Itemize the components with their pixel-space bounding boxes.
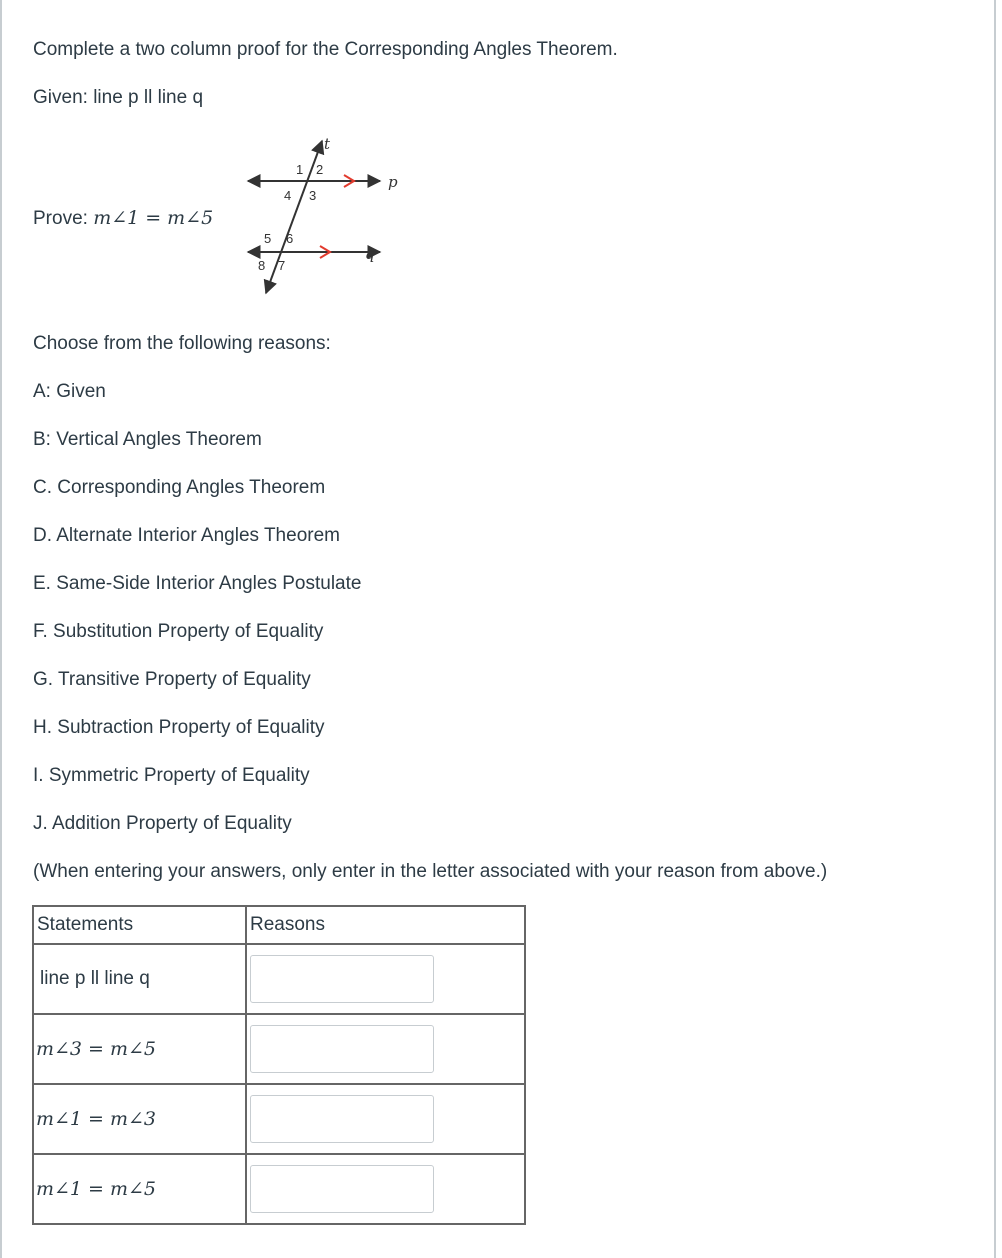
reason-answer-input[interactable] xyxy=(250,1165,434,1213)
statement-cell xyxy=(33,1014,246,1084)
reason-item: C. Corresponding Angles Theorem xyxy=(33,477,326,498)
statement-math: m∠1 = m∠5 xyxy=(36,1177,156,1200)
statement-cell xyxy=(33,1084,246,1154)
reasons-intro: Choose from the following reasons: xyxy=(33,333,331,354)
reason-item: I. Symmetric Property of Equality xyxy=(33,765,310,786)
reason-item: E. Same-Side Interior Angles Postulate xyxy=(33,573,362,594)
proof-row xyxy=(33,1014,525,1084)
proof-row xyxy=(33,944,525,1014)
proof-table xyxy=(32,905,526,1225)
reason-cell xyxy=(246,1084,525,1154)
label-q: q xyxy=(365,245,375,263)
prove-math: m∠1 = m∠5 xyxy=(93,207,214,229)
statement-cell xyxy=(33,944,246,1014)
reason-answer-input[interactable] xyxy=(250,955,434,1003)
statement-text: line p ll line q xyxy=(40,968,150,989)
reason-item: F. Substitution Property of Equality xyxy=(33,621,324,642)
angle-label-5: 5 xyxy=(264,231,272,246)
proof-table-header xyxy=(33,906,525,944)
reason-item: B: Vertical Angles Theorem xyxy=(33,429,262,450)
angle-label-3: 3 xyxy=(309,188,317,203)
parallel-lines-diagram xyxy=(240,135,410,300)
angle-label-6: 6 xyxy=(286,231,294,246)
question-title: Complete a two column proof for the Corresponding Angles Theorem. xyxy=(33,39,618,60)
angle-label-7: 7 xyxy=(278,258,286,273)
statement-math: m∠3 = m∠5 xyxy=(36,1037,156,1060)
proof-row xyxy=(33,1154,525,1224)
reason-cell xyxy=(246,1014,525,1084)
angle-label-1: 1 xyxy=(296,162,304,177)
given-statement: Given: line p ll line q xyxy=(33,87,204,108)
answer-instructions: (When entering your answers, only enter in the letter associated with your reason from above.) xyxy=(33,861,828,882)
prove-label: Prove: xyxy=(33,208,88,229)
statement-math: m∠1 = m∠3 xyxy=(36,1107,156,1130)
label-p: p xyxy=(388,173,398,191)
reason-item: A: Given xyxy=(33,381,106,402)
proof-row xyxy=(33,1084,525,1154)
transversal-t xyxy=(266,141,322,293)
prove-statement xyxy=(33,206,213,231)
label-t: t xyxy=(324,135,331,153)
angle-label-4: 4 xyxy=(284,188,292,203)
reason-item: J. Addition Property of Equality xyxy=(33,813,292,834)
reason-cell xyxy=(246,1154,525,1224)
reason-item: D. Alternate Interior Angles Theorem xyxy=(33,525,340,546)
reason-answer-input[interactable] xyxy=(250,1025,434,1073)
statements-header: Statements xyxy=(33,906,246,944)
reasons-header: Reasons xyxy=(246,906,525,944)
reason-cell xyxy=(246,944,525,1014)
reason-item: G. Transitive Property of Equality xyxy=(33,669,311,690)
reason-item: H. Subtraction Property of Equality xyxy=(33,717,325,738)
reason-answer-input[interactable] xyxy=(250,1095,434,1143)
angle-label-8: 8 xyxy=(258,258,266,273)
statement-cell xyxy=(33,1154,246,1224)
angle-label-2: 2 xyxy=(316,162,324,177)
